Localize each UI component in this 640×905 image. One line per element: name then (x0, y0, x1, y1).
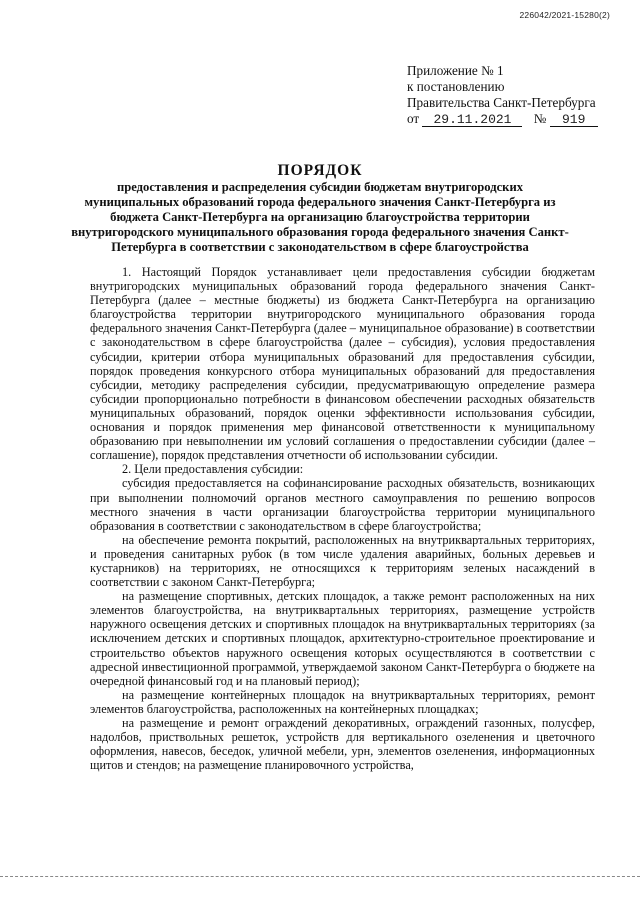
appendix-line-3: Правительства Санкт-Петербурга (407, 95, 596, 110)
appendix-date-line (407, 111, 598, 127)
paragraph: на обеспечение ремонта покрытий, расположенных на внутриквартальных территориях, и проведения санитарных рубок (в том числе удаления аварийных, больных деревьев и кустарников) на территориях, не относящихся к территориям зеленых насаждений в соответствии с законом Санкт-Петербурга; (90, 532, 595, 590)
document-subtitle: предоставления и распределения субсидии бюджетам внутригородских муниципальных образований города федерального значения Санкт-Петербурга из бюджета Санкт-Петербурга на организацию благоустройства территории внутригородского муниципального образования города федерального значения Санкт-Петербурга в соответствии с законодательством в сфере благоустройства (71, 180, 569, 254)
appendix-date: 29.11.2021 (422, 113, 522, 127)
appendix-from-label: от (407, 111, 420, 126)
appendix-number-sign: № (533, 111, 547, 126)
document-title: ПОРЯДОК (277, 162, 363, 179)
paragraph: 2. Цели предоставления субсидии: (122, 462, 304, 477)
appendix-number: 919 (550, 113, 598, 127)
document-body (90, 265, 595, 772)
paragraph: на размещение спортивных, детских площадок, а также ремонт расположенных на них элементов благоустройства, на внутриквартальных территориях, размещение устройств наружного освещения детских и спортивных площадок на внутриквартальных территориях (за исключением детских и спортивных площадок, архитектурно-строительное проектирование и строительство объектов наружного освещения которых осуществляются в соответствии с адресной инвестиционной программой, утверждаемой законом Санкт-Петербурга о бюджете на очередной финансовый год и на плановый период); (90, 589, 595, 688)
appendix-line-1: Приложение № 1 (407, 63, 504, 78)
paragraph: на размещение контейнерных площадок на внутриквартальных территориях, ремонт элементов благоустройства, расположенных на контейнерных площадках; (90, 687, 595, 716)
page-bottom-divider (0, 876, 640, 877)
paragraph: на размещение и ремонт ограждений декоративных, ограждений газонных, полусфер, надолбов, приствольных решеток, устройств для вертикального озеленения и цветочного оформления, навесов, беседок, уличной мебели, урн, элементов озеленения, информационных щитов и стендов; на размещение планировочного устройства, (90, 716, 595, 773)
paragraph: субсидия предоставляется на софинансирование расходных обязательств, возникающих при выполнении полномочий органов местного самоуправления по решению вопросов местного значения в части организации благоустройства территории муниципального образования в соответствии с законодательством в сфере благоустройства; (90, 476, 595, 533)
paragraph: 1. Настоящий Порядок устанавливает цели предоставления субсидии бюджетам внутригородских муниципальных образований города федерального значения Санкт-Петербурга (далее – местные бюджеты) из бюджета Санкт-Петербурга на организацию благоустройства территории внутригородского муниципального образования города федерального значения Санкт-Петербурга (далее – муниципальное образование) в соответствии с законодательством в сфере благоустройства (далее – субсидия), условия предоставления субсидии, критерии отбора муниципальных образований для предоставления субсидии, порядок проведения конкурсного отбора муниципальных образований для предоставления субсидии, методику распределения субсидии, предусматривающую определение размера субсидии пропорционально потребности в финансовом обеспечении расходных обязательств муниципальных образований, порядок оценки эффективности использования субсидии, основания и порядок применения мер финансовой ответственности к муниципальному образованию при невыполнении им условий соглашения о предоставлении субсидии (далее – соглашение), порядок представления отчетности об использовании субсидии. (90, 265, 595, 463)
appendix-line-2: к постановлению (407, 79, 505, 94)
document-number: 226042/2021-15280(2) (519, 10, 610, 20)
appendix-block (407, 63, 598, 127)
